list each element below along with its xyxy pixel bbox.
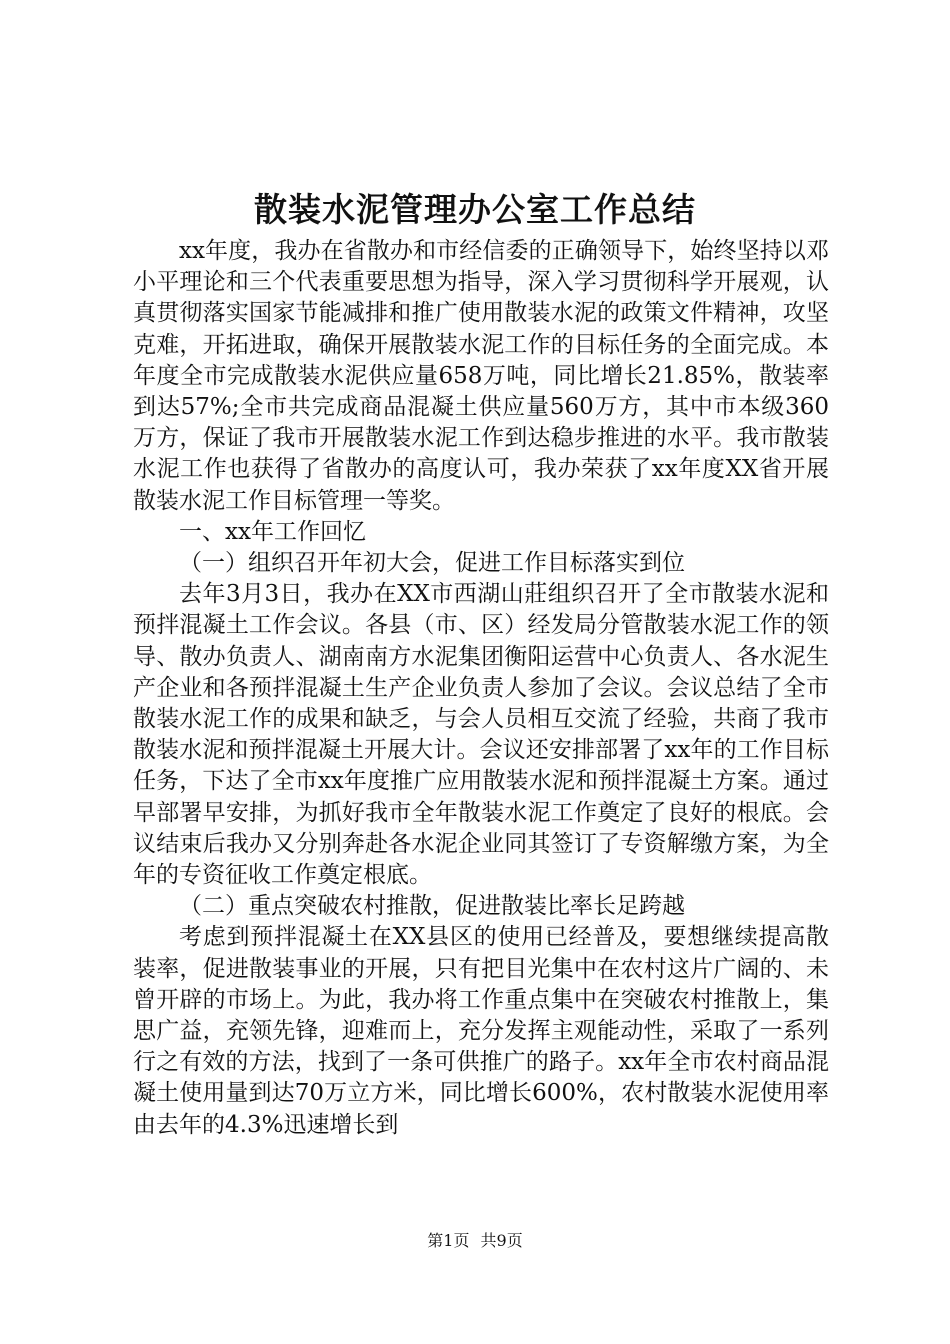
page-number-total: 共9页: [480, 1231, 523, 1250]
subsection-heading-2: （二）重点突破农村推散，促进散装比率长足跨越: [179, 893, 685, 920]
page-number-current: 第1页: [427, 1231, 470, 1250]
body-paragraph-1: 去年3月3日，我办在XX市西湖山莊组织召开了全市散装水泥和预拌混凝土工作会议。各县（市、区）经发局分管散装水泥工作的领导、散办负责人、湖南南方水泥集团衡阳运营中心负责人、各水泥生产企业和各预拌混凝土生产企业负责人参加了会议。会议总结了全市散装水泥工作的成果和缺乏，与会人员相互交流了经验，共商了我市散装水泥和预拌混凝土开展大计。会议还安排部署了xx年的工作目标任务，下达了全市xx年度推广应用散装水泥和预拌混凝土方案。通过早部署早安排，为抓好我市全年散装水泥工作奠定了良好的根底。会议结束后我办又分别奔赴各水泥企业同其签订了专资解缴方案，为全年的专资征收工作奠定根底。: [133, 581, 829, 889]
subsection-heading-1: （一）组织召开年初大会，促进工作目标落实到位: [179, 550, 685, 577]
section-heading: 一、xx年工作回忆: [179, 518, 366, 545]
document-body: [133, 236, 829, 1141]
document-title: 散装水泥管理办公室工作总结: [254, 190, 696, 229]
intro-paragraph: xx年度，我办在省散办和市经信委的正确领导下，始终坚持以邓小平理论和三个代表重要思想为指导，深入学习贯彻科学开展观，认真贯彻落实国家节能减排和推广使用散装水泥的政策文件精神，攻坚克难，开拓进取，确保开展散装水泥工作的目标任务的全面完成。本年度全市完成散装水泥供应量658万吨，同比增长21.85%，散装率到达57%;全市共完成商品混凝土供应量560万方，其中市本级360万方，保证了我市开展散装水泥工作到达稳步推进的水平。我市散装水泥工作也获得了省散办的高度认可，我办荣获了xx年度XX省开展散装水泥工作目标管理一等奖。: [133, 238, 829, 514]
page-footer: [0, 1230, 950, 1252]
body-paragraph-2: 考虑到预拌混凝土在XX县区的使用已经普及，要想继续提高散装率，促进散装事业的开展，只有把目光集中在农村这片广阔的、未曾开辟的市场上。为此，我办将工作重点集中在突破农村推散上，集思广益，充领先锋，迎难而上，充分发挥主观能动性，采取了一系列行之有效的方法，找到了一条可供推广的路子。xx年全市农村商品混凝土使用量到达70万立方米，同比增长600%，农村散装水泥使用率由去年的4.3%迅速增长到: [133, 924, 829, 1138]
